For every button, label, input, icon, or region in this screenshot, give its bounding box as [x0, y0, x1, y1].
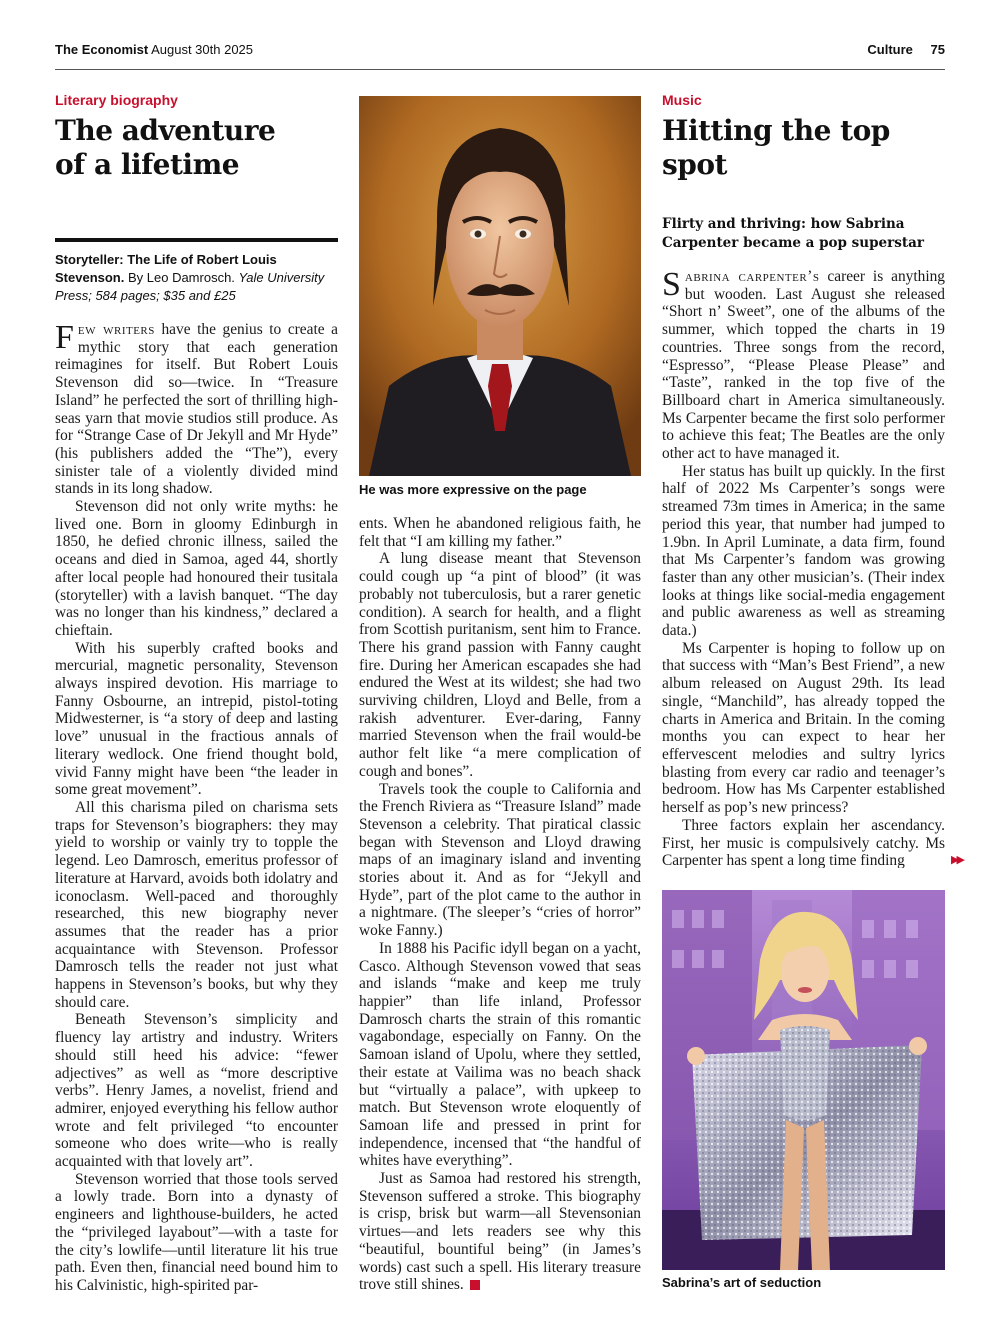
middle-para-3: In 1888 his Pacific idyll began on a yacht, Casco. Although Stevenson vowed that seas and islands “make and keep me truly happier” than life inland, Professor Damrosch charts the strain of this romantic vagabondage, especially on Fanny. On the Samoan island of Upolu, where they settled, their estate at Vailima was no beach shack but “virtually a palace”, with upkeep to match. But Stevenson wrote eloquently of Samoan life and pressed in print for independence, incensed that “the handful of whites have everything”.: [359, 939, 641, 1170]
left-para-0: Few writers have the genius to create a mythic story that each generation reimagines for itself. But Robert Louis Stevenson did so—twice. In “Treasure Island” he perfected the sort of thrilling high-seas yarn that movie studios still produce. As for “Strange Case of Dr Jekyll and Mr Hyde” (his publishers added the “The”), every sinister tale of a violently divided mind stands in its long shadow.: [55, 321, 338, 498]
sabrina-photo: [662, 890, 945, 1270]
book-publisher: Yale University Press; 584 pages; $35 and £25: [55, 270, 325, 303]
middle-body: [359, 515, 641, 1295]
masthead: [55, 42, 253, 57]
drop-cap-right: S: [662, 268, 681, 303]
left-headline: The adventure of a lifetime: [55, 114, 276, 181]
left-para-3: All this charisma piled on charisma sets traps for Stevenson’s biographers: they may yield to worship or vainly try to topple the legend. Leo Damrosch, emeritus professor of literature at Harvard, avoids both idolatry and iconoclasm. Well-paced and thoroughly researched, this new biography never assumes that the reader has a prior acquaintance with Stevenson. Professor Damrosch tells the reader not just what happens in Stevenson’s books, but why they should care.: [55, 798, 338, 1011]
header-rule: [55, 69, 945, 70]
middle-para-4: Just as Samoa had restored his strength, Stevenson suffered a stroke. This biography is crisp, brisk but warm—all Stevensonian virtues—and lets readers see why this “beautiful, bountiful being” (in James’s words) cast such a spell. His literary treasure trove still shines.: [359, 1170, 641, 1294]
right-body: [662, 268, 945, 868]
left-kicker: Literary biography: [55, 92, 178, 108]
right-para-2: Ms Carpenter is hoping to follow up on that success with “Man’s Best Friend”, a new album released on August 29th. Its lead single, “Manchild”, has already topped the charts in America and Britain. In the coming months you can expect to hear her effervescent melodies and sultry lyrics blasting from every car radio and teenager’s bedroom. How has Ms Carpenter established herself as pop’s new princess?: [662, 639, 945, 817]
section-label: [853, 42, 945, 57]
right-para-1: Her status has built up quickly. In the first half of 2022 Ms Carpenter’s songs were streamed 73m times in America; in the same period this year, that number had jumped to 1.9bn. In April Luminate, a data firm, found that Ms Carpenter’s fandom was growing faster than any other musician’s. (Their index looks at things like social-media engagement and public awareness as well as streaming data.): [662, 462, 945, 640]
right-para-0: Sabrina carpenter’s career is anything but wooden. Last August she released “Short n’ Sweet”, one of the albums of the summer, which topped the charts in 19 countries. Three songs from the record, “Espresso”, “Please Please Please” and “Taste”, ranked in the top five of the Billboard chart in America simultaneously. Ms Carpenter became the first solo performer to achieve this feat; The Beatles are the only other act to have managed it.: [662, 268, 945, 463]
book-author: By Leo Damrosch.: [127, 270, 235, 285]
right-kicker: Music: [662, 92, 702, 108]
book-rule: [55, 238, 338, 242]
left-para-5: Stevenson worried that those tools served a lowly trade. Born into a dynasty of engineers and lighthouse-builders, he acted the “privileged layabout”—with a taste for the city’s lowlife—until literature lit his true path. Even then, financial need bound him to his Calvinistic, high-spirited par-: [55, 1170, 338, 1294]
book-info: [55, 251, 338, 305]
sabrina-caption: Sabrina’s art of seduction: [662, 1275, 822, 1290]
page-header: [55, 40, 945, 60]
section-name: Culture: [867, 42, 913, 57]
page-number: 75: [930, 42, 945, 57]
book-title: Storyteller: The Life of Robert Louis Stevenson.: [55, 252, 277, 285]
stevenson-portrait: [359, 96, 641, 476]
right-para-3: Three factors explain her ascendancy. First, her music is compulsively catchy. Ms Carpenter has spent a long time finding: [662, 816, 945, 868]
continue-arrow-icon: ▶▶: [951, 853, 962, 866]
left-para-2: With his superbly crafted books and mercurial, magnetic personality, Stevenson always inspired devotion. His marriage to Fanny Osbourne, an intrepid, pistol-toting Midwesterner, is “a story of deep and lasting love” unusual in the fractious annals of literary wedlock. One friend thought bold, vivid Fanny might have been “the leader in some great movement”.: [55, 639, 338, 799]
left-body: [55, 321, 338, 1296]
middle-para-1: A lung disease meant that Stevenson could cough up “a pint of blood” (it was probably not tuberculosis, but a rarer genetic condition). A search for health, and a flight from Scottish puritanism, sent him to France. There his grand passion with Fanny caught fire. During her American escapades she had endured the West at its wildest; she had two surviving children, Lloyd and Belle, from a rakish adventurer. Ever-daring, Fanny married Stevenson when the frail would-be author felt like “a mere complication of cough and bones”.: [359, 550, 641, 780]
lead-in: ew writers: [77, 321, 155, 338]
lead-in-right: abrina carpenter’s: [684, 268, 820, 285]
end-mark: [470, 1280, 480, 1290]
middle-para-0: ents. When he abandoned religious faith, he felt that “I am killing my father.”: [359, 515, 641, 550]
left-para-4: Beneath Stevenson’s simplicity and fluency lay artistry and industry. Writers should still heed his advice: “fewer adjectives” as well as “more descriptive verbs”. Henry James, a novelist, friend and admirer, enjoyed everything his fellow author wrote and felt privileged “to encounter someone who does write—who is really acquainted with that lovely art”.: [55, 1011, 338, 1171]
issue-date: August 30th 2025: [151, 42, 254, 57]
right-standfirst: Flirty and thriving: how Sabrina Carpenter became a pop superstar: [662, 216, 924, 251]
left-para-1: Stevenson did not only write myths: he lived one. Born in gloomy Edinburgh in 1850, he defied chronic illness, sailed the oceans and died in Samoa, aged 44, shortly after local people had honoured their tusitala (storyteller) with a lavish banquet. “The day was no longer than his kindness,” declared a chieftain.: [55, 498, 338, 639]
right-headline: Hitting the top spot: [662, 114, 890, 181]
publication-name: The Economist: [55, 42, 149, 57]
portrait-caption: He was more expressive on the page: [359, 482, 587, 497]
drop-cap: F: [55, 321, 74, 356]
middle-para-2: Travels took the couple to California and the French Riviera as “Treasure Island” made Stevenson a celebrity. That piratical classic began with Stevenson and Lloyd drawing maps of an imaginary island and inventing stories about it. And as for “Jekyll and Hyde”, part of the plot came to the author in a nightmare. (The sleeper’s “cries of horror” woke Fanny.): [359, 780, 641, 940]
